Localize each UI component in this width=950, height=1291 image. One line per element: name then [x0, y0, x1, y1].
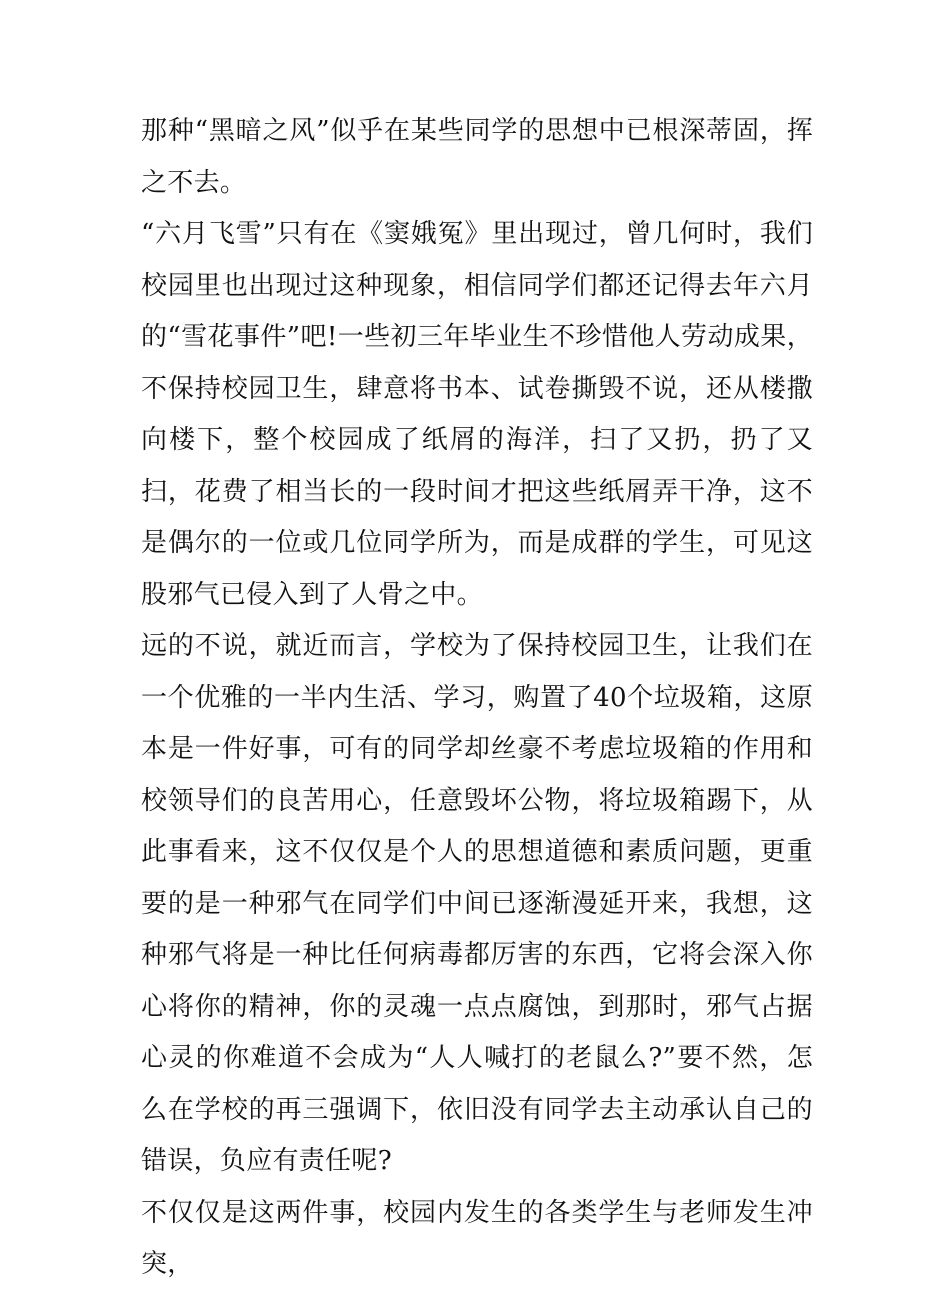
paragraph-2: “六月飞雪”只有在《窦娥冤》里出现过，曾几何时，我们校园里也出现过这种现象，相信同学们都还记得去年六月的“雪花事件”吧!一些初三年毕业生不珍惜他人劳动成果，不保持校园卫生，肆意将书本、试卷撕毁不说，还从楼撒向楼下，整个校园成了纸屑的海洋，扫了又扔，扔了又扫，花费了相当长的一段时间才把这些纸屑弄干净，这不是偶尔的一位或几位同学所为，而是成群的学生，可见这股邪气已侵入到了人骨之中。 [141, 219, 813, 610]
paragraph-3: 远的不说，就近而言，学校为了保持校园卫生，让我们在一个优雅的一半内生活、学习，购置了40个垃圾箱，这原本是一件好事，可有的同学却丝豪不考虑垃圾箱的作用和校领导们的良苦用心，任意毁坏公物，将垃圾箱踢下，从此事看来，这不仅仅是个人的思想道德和素质问题，更重要的是一种邪气在同学们中间已逐渐漫延开来，我想，这种邪气将是一种比任何病毒都厉害的东西，它将会深入你心将你的精神，你的灵魂一点点腐蚀，到那时，邪气占据心灵的你难道不会成为“人人喊打的老鼠么?”要不然，怎么在学校的再三强调下，依旧没有同学去主动承认自己的错误，负应有责任呢? [141, 631, 813, 1176]
paragraph-4: 不仅仅是这两件事，校园内发生的各类学生与老师发生冲突， [141, 1197, 813, 1279]
paragraph-1: 那种“黑暗之风”似乎在某些同学的思想中已根深蒂固，挥之不去。 [141, 116, 813, 198]
document-body [141, 106, 813, 1291]
